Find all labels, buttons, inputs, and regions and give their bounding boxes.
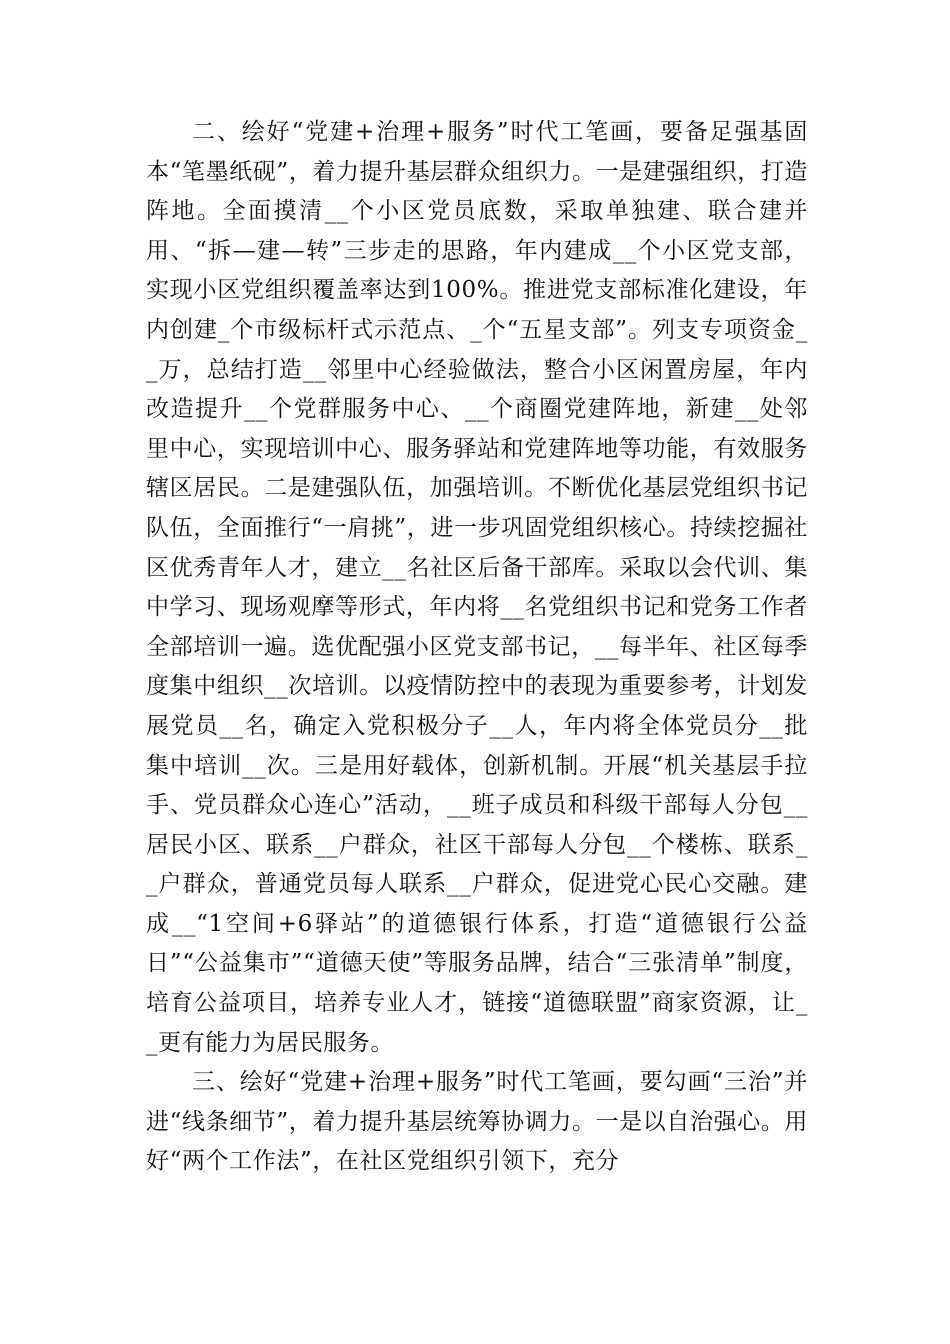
paragraph-section-three: 三、绘好“党建+治理+服务”时代工笔画，要勾画“三治”并进“线条细节”，着力提升基层统筹协调力。一是以自治强心。用好“两个工作法”，在社区党组织引领下，充分 [146,1069,808,1175]
paragraph-section-two: 二、绘好“党建+治理+服务”时代工笔画，要备足强基固本“笔墨纸砚”，着力提升基层群众组织力。一是建强组织，打造阵地。全面摸清__个小区党员底数，采取单独建、联合建并用、“拆—建—转”三步走的思路，年内建成__个小区党支部，实现小区党组织覆盖率达到100%。推进党支部标准化建设，年内创建_个市级标杆式示范点、_个“五星支部”。列支专项资金__万，总结打造__邻里中心经验做法，整合小区闲置房屋，年内改造提升__个党群服务中心、__个商圈党建阵地，新建__处邻里中心，实现培训中心、服务驿站和党建阵地等功能，有效服务辖区居民。二是建强队伍，加强培训。不断优化基层党组织书记队伍，全面推行“一肩挑”，进一步巩固党组织核心。持续挖掘社区优秀青年人才，建立__名社区后备干部库。采取以会代训、集中学习、现场观摩等形式，年内将__名党组织书记和党务工作者全部培训一遍。选优配强小区党支部书记，__每半年、社区每季度集中组织__次培训。以疫情防控中的表现为重要参考，计划发展党员__名，确定入党积极分子__人，年内将全体党员分__批集中培训__次。三是用好载体，创新机制。开展“机关基层手拉手、党员群众心连心”活动，__班子成员和科级干部每人分包__居民小区、联系__户群众，社区干部每人分包__个楼栋、联系__户群众，普通党员每人联系__户群众，促进党心民心交融。建成__“1空间+6驿站”的道德银行体系，打造“道德银行公益日”“公益集市”“道德天使”等服务品牌，结合“三张清单”制度，培育公益项目，培养专业人才，链接“道德联盟”商家资源，让__更有能力为居民服务。 [146,119,808,1056]
document-body [146,113,808,1182]
